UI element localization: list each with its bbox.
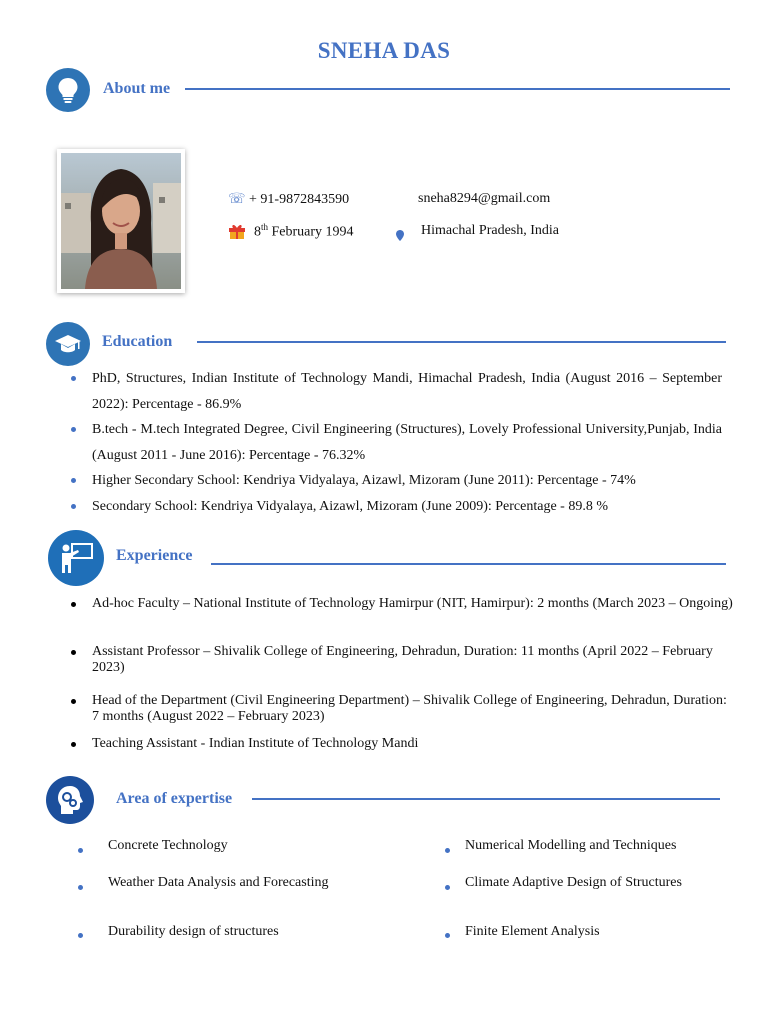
list-item: Assistant Professor – Shivalik College of Engineering, Dehradun, Duration: 11 months (April 2022 – February 2023) (92, 644, 737, 676)
list-item: Ad-hoc Faculty – National Institute of Technology Hamirpur (NIT, Hamirpur): 2 months (March 2023 – Ongoing) (92, 596, 737, 612)
location: Himachal Pradesh, India (421, 223, 560, 238)
list-item: Head of the Department (Civil Engineering Department) – Shivalik College of Engineering, Dehradun, Duration: 7 months (August 2022 – February 2023) (92, 693, 737, 725)
section-title-experience: Experience (116, 547, 193, 564)
gift-icon (228, 222, 246, 240)
bullet-dot (78, 885, 83, 890)
section-divider (185, 88, 730, 90)
experience-list (92, 596, 737, 612)
date-of-birth: 8th February 1994 (254, 222, 354, 240)
education-list (92, 366, 722, 519)
experience-list (92, 693, 737, 725)
section-title-expertise: Area of expertise (116, 790, 233, 807)
experience-list (92, 644, 737, 676)
list-item: Secondary School: Kendriya Vidyalaya, Aizawl, Mizoram (June 2009): Percentage - 89.8 % (92, 494, 722, 520)
expertise-item: Weather Data Analysis and Forecasting (108, 875, 329, 890)
list-item: B.tech - M.tech Integrated Degree, Civil Engineering (Structures), Lovely Professional University,Punjab, India (August 2011 - June 2016): Percentage - 76.32% (92, 417, 722, 468)
head-gears-icon (46, 776, 94, 824)
phone-number: + 91-9872843590 (249, 192, 350, 207)
bullet-dot (78, 933, 83, 938)
expertise-item: Numerical Modelling and Techniques (465, 838, 677, 853)
phone-line (228, 191, 349, 208)
section-divider (197, 341, 726, 343)
section-divider (252, 798, 720, 800)
list-item: PhD, Structures, Indian Institute of Technology Mandi, Himachal Pradesh, India (August 2016 – September 2022): Percentage - 86.9% (92, 366, 722, 417)
experience-list (92, 736, 737, 752)
dob-line (228, 222, 354, 241)
section-title-about: About me (103, 80, 171, 97)
section-title-education: Education (102, 333, 173, 350)
list-item: Higher Secondary School: Kendriya Vidyalaya, Aizawl, Mizoram (June 2011): Percentage - 74% (92, 468, 722, 494)
teacher-board-icon (48, 530, 104, 586)
resume-name: SNEHA DAS (317, 38, 451, 63)
profile-photo (57, 149, 185, 293)
expertise-item: Concrete Technology (108, 838, 228, 853)
bullet-dot (78, 848, 83, 853)
expertise-item: Climate Adaptive Design of Structures (465, 875, 682, 890)
lightbulb-icon (46, 68, 90, 112)
graduation-cap-icon (46, 322, 90, 366)
bullet-dot (445, 933, 450, 938)
bullet-dot (445, 848, 450, 853)
bullet-dot (445, 885, 450, 890)
section-divider (211, 563, 726, 565)
phone-icon: ☏ (228, 192, 246, 207)
expertise-item: Finite Element Analysis (465, 924, 600, 939)
list-item: Teaching Assistant - Indian Institute of Technology Mandi (92, 736, 737, 752)
expertise-item: Durability design of structures (108, 924, 279, 939)
email-address[interactable]: sneha8294@gmail.com (418, 191, 551, 206)
location-pin-icon (396, 228, 404, 246)
